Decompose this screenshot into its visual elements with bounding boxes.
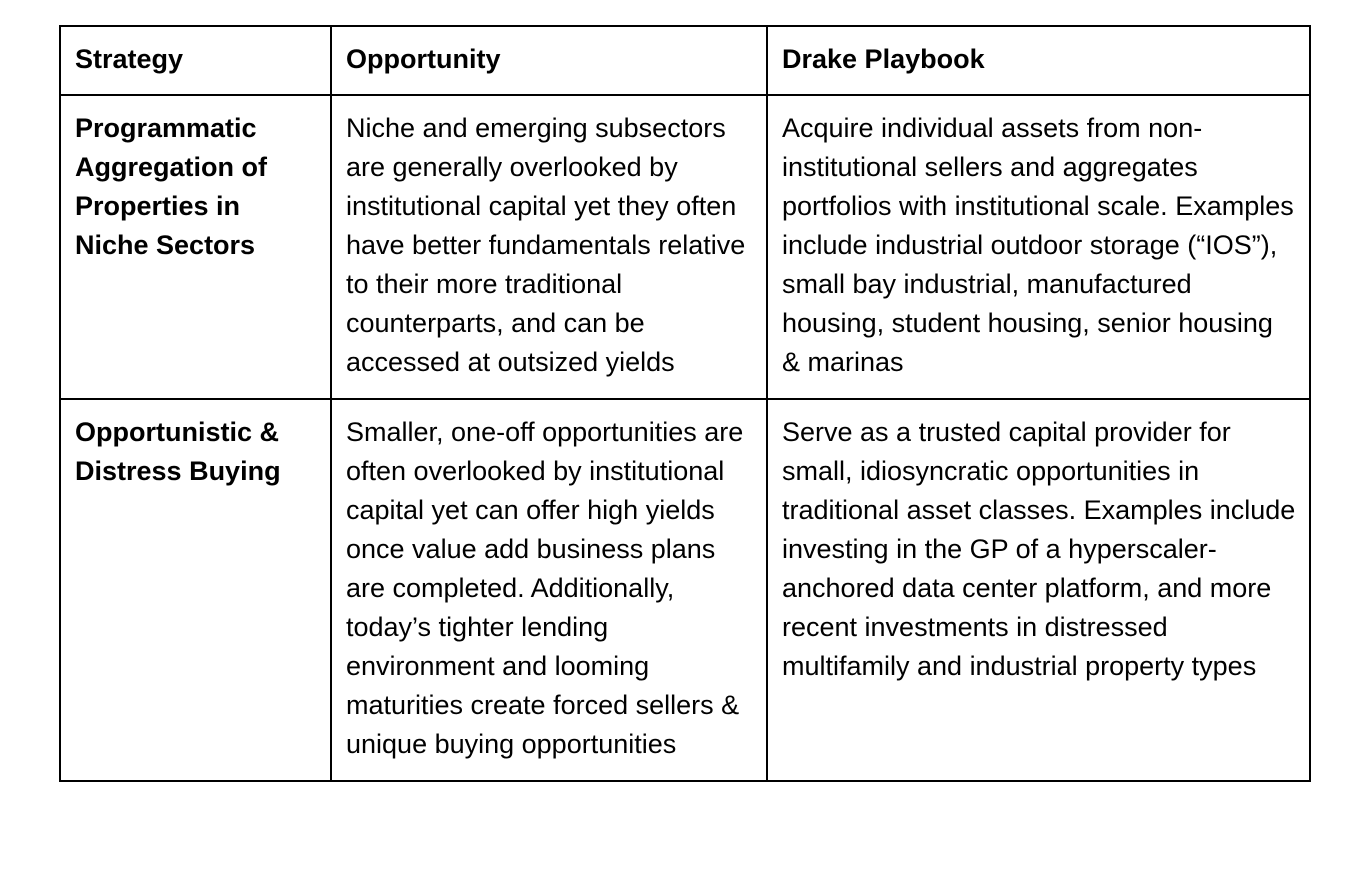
- table-row: [60, 399, 1310, 781]
- table-row: [60, 95, 1310, 399]
- header-row: [60, 26, 1310, 95]
- header-opportunity: Opportunity: [331, 26, 767, 95]
- strategy-cell: Opportunistic & Distress Buying: [60, 399, 331, 781]
- playbook-cell: Acquire individual assets from non-institutional sellers and aggregates portfolios with institutional scale. Examples include industrial outdoor storage (“IOS”), small bay industrial, manufactured housing, student housing, senior housing & marinas: [767, 95, 1310, 399]
- playbook-cell: Serve as a trusted capital provider for small, idiosyncratic opportunities in traditional asset classes. Examples include investing in the GP of a hyperscaler-anchored data center platform, and more recent investments in distressed multifamily and industrial property types: [767, 399, 1310, 781]
- strategy-cell: Programmatic Aggregation of Properties in Niche Sectors: [60, 95, 331, 399]
- strategy-table: [59, 25, 1311, 782]
- header-drake-playbook: Drake Playbook: [767, 26, 1310, 95]
- header-strategy: Strategy: [60, 26, 331, 95]
- opportunity-cell: Niche and emerging subsectors are generally overlooked by institutional capital yet they often have better fundamentals relative to their more traditional counterparts, and can be accessed at outsized yields: [331, 95, 767, 399]
- opportunity-cell: Smaller, one-off opportunities are often overlooked by institutional capital yet can offer high yields once value add business plans are completed. Additionally, today’s tighter lending environment and looming maturities create forced sellers & unique buying opportunities: [331, 399, 767, 781]
